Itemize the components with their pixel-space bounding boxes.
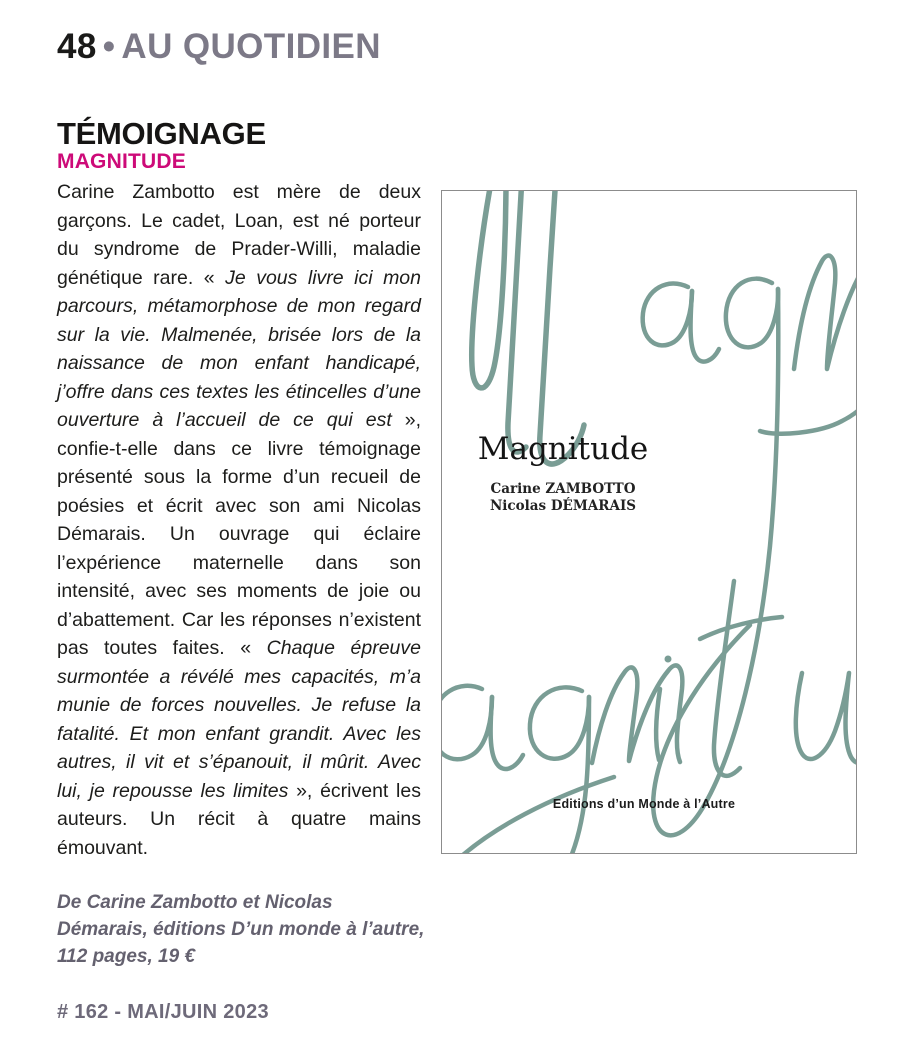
bullet-separator: • [102,27,116,66]
cover-authors [460,481,666,515]
body-quote-run: Chaque épreuve surmontée a révélé mes capacités, m’a munie de forces nouvelles. Je refuse la fatalité. Et mon enfant grandit. Avec les autres, il vit et s’épanouit, il mûrit. Avec lui, je repousse les limites [57,637,421,802]
page-header [57,27,381,67]
article-category: TÉMOIGNAGE [57,116,266,151]
cover-author: Nicolas DÉMARAIS [489,498,637,514]
body-text-run: Carine Zambotto est mère de deux garçons. Le cadet, Loan, est né porteur du syndrome de Prader-Willi, maladie génétique rare. « [57,181,421,289]
cover-book-title: Magnitude [477,431,649,467]
article-body [57,178,421,862]
cover-publisher: Editions d’un Monde à l’Autre [552,797,736,811]
script-word-bottom [442,581,856,853]
body-text-run: », confie-t-elle dans ce livre témoignage présenté sous la forme d’un recueil de poésies et écrit avec son ami Nicolas Démarais. Un ouvrage qui éclaire l’expérience maternelle dans son intensité, avec ses moments de joie ou d’abattement. Car les réponses n’existent pas toutes faites. « [57,409,421,659]
book-cover [441,190,857,854]
section-title: AU QUOTIDIEN [121,27,381,66]
book-credit: De Carine Zambotto et Nicolas Démarais, éditions D’un monde à l’autre, 112 pages, 19 € [57,892,425,967]
body-quote-run: Je vous livre ici mon parcours, métamorphose de mon regard sur la vie. Malmenée, brisée lors de la naissance de mon enfant handicapé, j’offre dans ces textes les étincelles d’une ouverture à l’accueil de ce qui est [57,266,421,431]
body-text-run: », écrivent les auteurs. Un récit à quatre mains émouvant. [57,779,421,859]
issue-date: # 162 - MAI/JUIN 2023 [57,1001,269,1023]
cover-author: Carine ZAMBOTTO [490,481,636,497]
article-kicker: MAGNITUDE [57,150,186,173]
cover-script-art [442,191,856,853]
page-number: 48 [57,27,97,66]
